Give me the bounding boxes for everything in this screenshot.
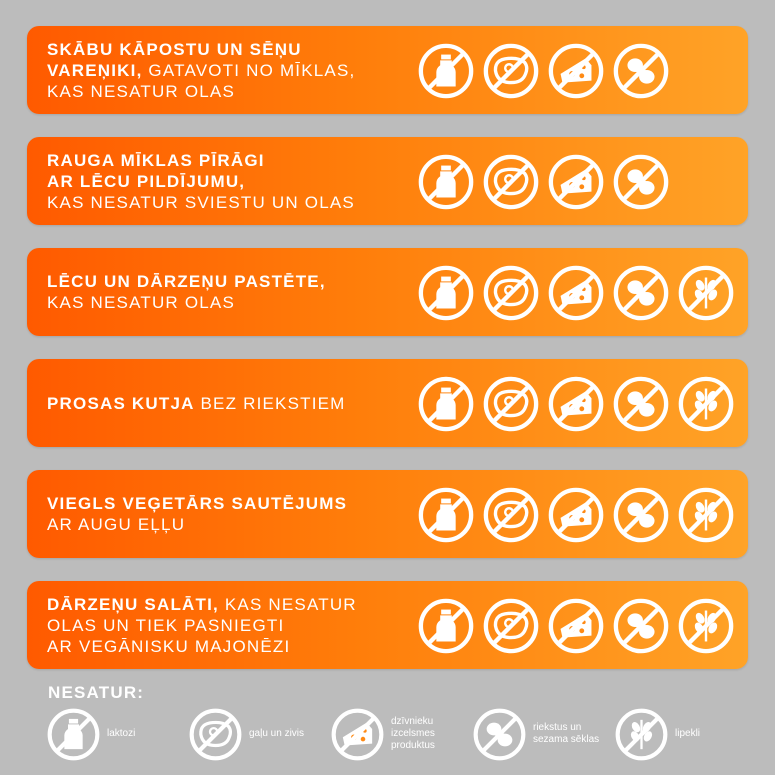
title-bold: DĀRZEŅU SALĀTI, [47,594,219,614]
title-bold-2: AR LĒCU PILDĪJUMU, [47,171,246,191]
legend-item-lactose [46,705,135,763]
menu-item-card [27,26,748,114]
title-rest: KAS NESATUR [218,594,357,614]
legend-title: NESATUR: [48,683,145,702]
allergen-icons [417,153,670,211]
menu-item-title [47,137,355,225]
no-milk-icon [417,153,475,211]
no-peanut-icon [612,486,670,544]
no-milk-icon [417,264,475,322]
no-gluten-icon [677,486,735,544]
allergen-icons [417,486,735,544]
title-bold-2: VAREŅIKI, [47,60,143,80]
title-line-4: AR VEGĀNISKU MAJONĒZI [47,636,291,656]
no-meat-icon [188,707,243,762]
no-gluten-icon [677,264,735,322]
legend-label: gaļu un zivis [249,728,305,739]
no-milk-icon [46,707,101,762]
legend-item-nuts [472,705,599,763]
no-cheese-icon [547,153,605,211]
menu-item-card [27,137,748,225]
no-cheese-icon [547,597,605,655]
title-line-3: KAS NESATUR SVIESTU UN OLAS [47,192,355,212]
no-cheese-icon [547,264,605,322]
no-gluten-icon [677,375,735,433]
no-peanut-icon [612,264,670,322]
no-peanut-icon [612,153,670,211]
no-milk-icon [417,375,475,433]
title-bold: VIEGLS VEĢETĀRS SAUTĒJUMS [47,494,348,513]
title-rest: GATAVOTI NO MĪKLAS, [142,60,356,80]
menu-item-title [47,470,347,558]
legend-label: dzīvnieku izcelsmes produktus [391,716,435,751]
title-line-3: AR AUGU EĻĻU [47,515,186,534]
allergen-icons [417,264,735,322]
title-bold: RAUGA MĪKLAS PĪRĀGI [47,150,265,170]
no-peanut-icon [612,375,670,433]
legend-label: laktozi [107,728,136,739]
title-line-3: OLAS UN TIEK PASNIEGTI [47,615,285,635]
no-cheese-icon [547,375,605,433]
menu-item-title [47,581,357,669]
legend-item-animal-products [330,705,435,763]
no-gluten-icon [614,707,669,762]
title-bold: LĒCU UN DĀRZEŅU PASTĒTE, [47,272,326,291]
menu-item-title [47,26,355,114]
no-meat-icon [482,264,540,322]
no-cheese-icon [330,707,385,762]
no-meat-icon [482,597,540,655]
menu-item-card [27,581,748,669]
no-peanut-icon [612,42,670,100]
menu-item-card [27,359,748,447]
no-meat-icon [482,42,540,100]
no-peanut-icon [612,597,670,655]
no-milk-icon [417,597,475,655]
legend-label: lipekli [675,728,701,739]
no-cheese-icon [547,42,605,100]
menu-item-card [27,248,748,336]
no-milk-icon [417,42,475,100]
legend-item-meat [188,705,304,763]
title-line-3: KAS NESATUR OLAS [47,81,235,101]
allergen-icons [417,375,735,433]
menu-item-title [47,359,346,447]
allergen-icons [417,597,735,655]
title-bold: SKĀBU KĀPOSTU UN SĒŅU [47,39,302,59]
legend-label: riekstus un sezama sēklas [533,722,600,745]
menu-item-title [47,248,326,336]
legend-item-gluten [614,705,700,763]
no-meat-icon [482,375,540,433]
title-rest: BEZ RIEKSTIEM [194,393,346,413]
title-line-3: KAS NESATUR OLAS [47,293,235,312]
menu-item-card [27,470,748,558]
no-meat-icon [482,486,540,544]
no-meat-icon [482,153,540,211]
no-gluten-icon [677,597,735,655]
no-peanut-icon [472,707,527,762]
allergen-icons [417,42,670,100]
title-bold: PROSAS KUTJA [47,393,195,413]
no-milk-icon [417,486,475,544]
no-cheese-icon [547,486,605,544]
